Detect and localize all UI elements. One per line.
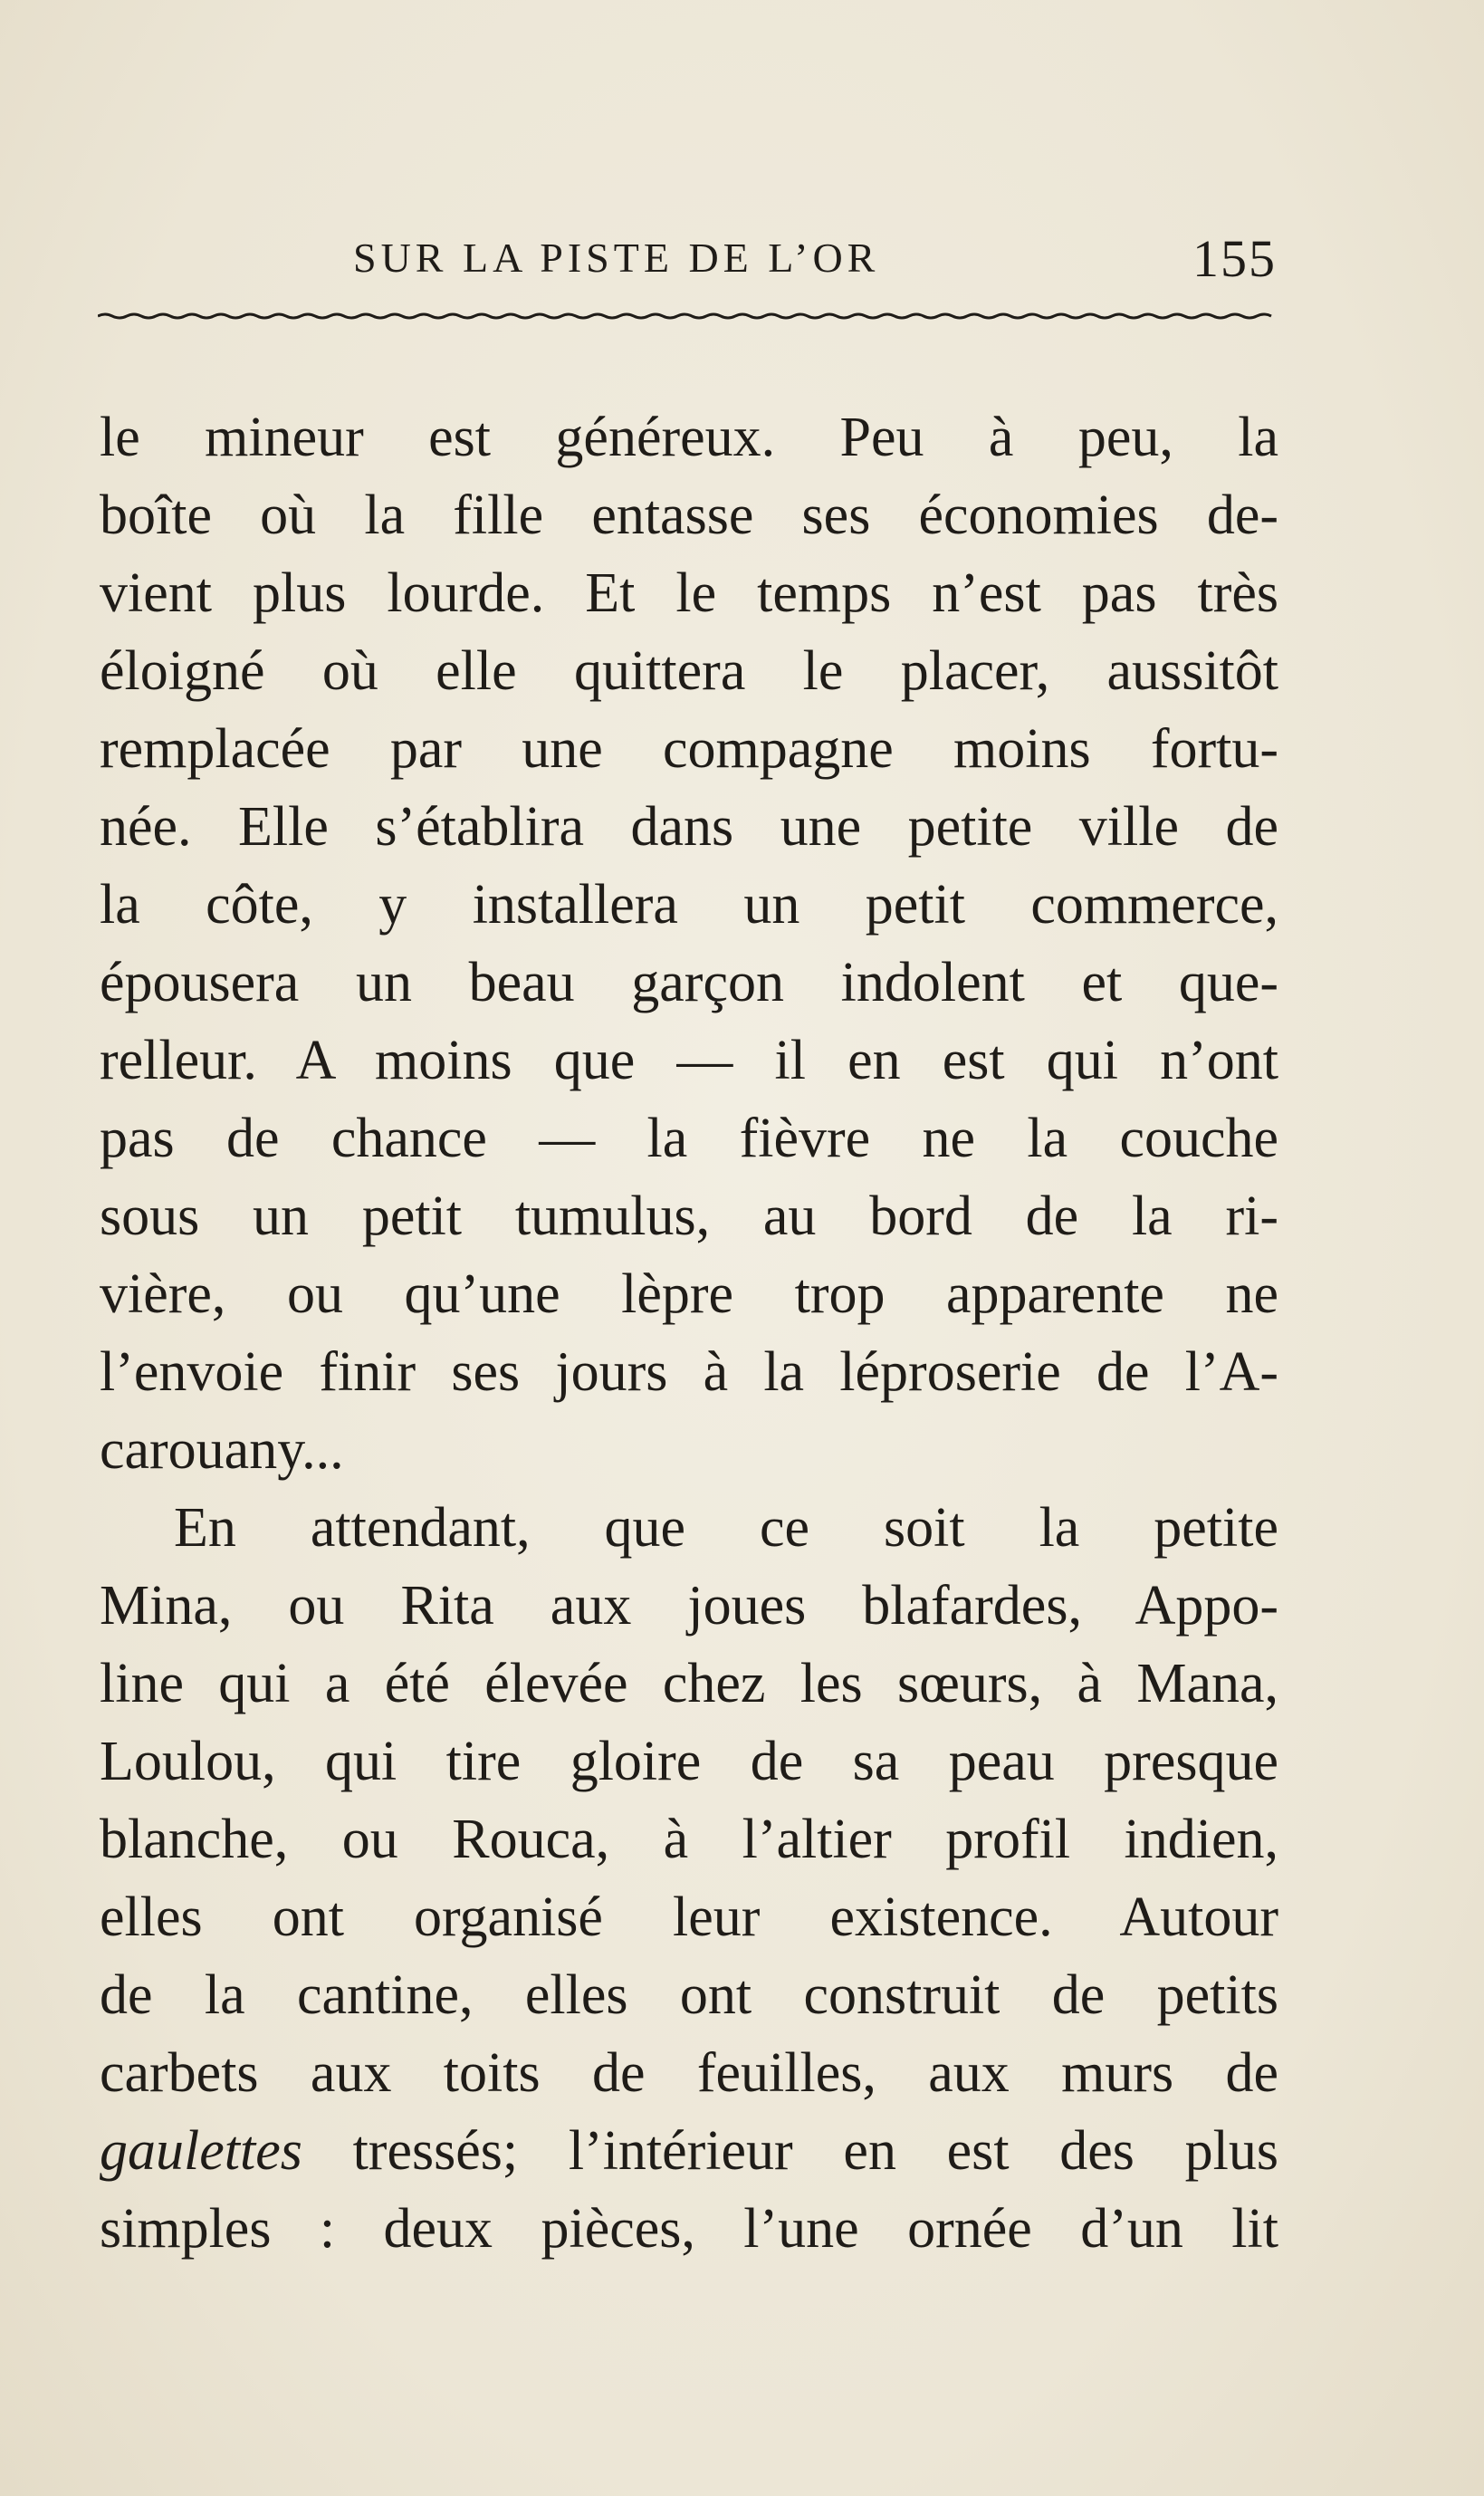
text-line: elles ont organisé leur existence. Autour <box>100 1886 1278 1948</box>
text-line: vière, ou qu’une lèpre trop apparente ne <box>100 1263 1278 1325</box>
text-line: carouany... <box>100 1419 344 1481</box>
text-line: relleur. A moins que — il en est qui n’ont <box>100 1030 1278 1091</box>
header-rule <box>98 312 1277 320</box>
text-line: de la cantine, elles ont construit de petits <box>100 1964 1278 2026</box>
text-line: née. Elle s’établira dans une petite ville de <box>100 796 1278 858</box>
text-line: éloigné où elle quittera le placer, aussitôt <box>100 640 1278 702</box>
text-line: Mina, ou Rita aux joues blafardes, Appo- <box>100 1575 1278 1637</box>
page-number: 155 <box>1192 229 1277 288</box>
text-line: le mineur est généreux. Peu à peu, la <box>100 407 1278 468</box>
italic-term: gaulettes <box>100 2120 302 2182</box>
text-line: vient plus lourde. Et le temps n’est pas très <box>100 562 1278 624</box>
text-line: pas de chance — la fièvre ne la couche <box>100 1108 1278 1169</box>
text-line: sous un petit tumulus, au bord de la ri- <box>100 1186 1278 1247</box>
text-line <box>100 2112 1278 2190</box>
text-line: boîte où la fille entasse ses économies de- <box>100 485 1278 546</box>
text-line: line qui a été élevée chez les sœurs, à Mana, <box>100 1653 1278 1714</box>
text-line: simples : deux pièces, l’une ornée d’un lit <box>100 2198 1278 2260</box>
text-line: En attendant, que ce soit la petite <box>174 1497 1278 1559</box>
text-line: carbets aux toits de feuilles, aux murs de <box>100 2042 1278 2104</box>
body-text <box>100 398 1278 2268</box>
text-line-rest: tressés; l’intérieur en est des plus <box>302 2120 1278 2182</box>
text-line: Loulou, qui tire gloire de sa peau presque <box>100 1731 1278 1792</box>
running-title: SUR LA PISTE DE L’OR <box>353 235 880 281</box>
running-head <box>100 229 1277 297</box>
text-line: blanche, ou Rouca, à l’altier profil indien, <box>100 1809 1278 1870</box>
text-line: épousera un beau garçon indolent et que- <box>100 952 1278 1013</box>
text-line: l’envoie finir ses jours à la léproserie de l’A- <box>100 1341 1278 1403</box>
text-line: la côte, y installera un petit commerce, <box>100 874 1278 936</box>
text-line: remplacée par une compagne moins fortu- <box>100 718 1278 780</box>
